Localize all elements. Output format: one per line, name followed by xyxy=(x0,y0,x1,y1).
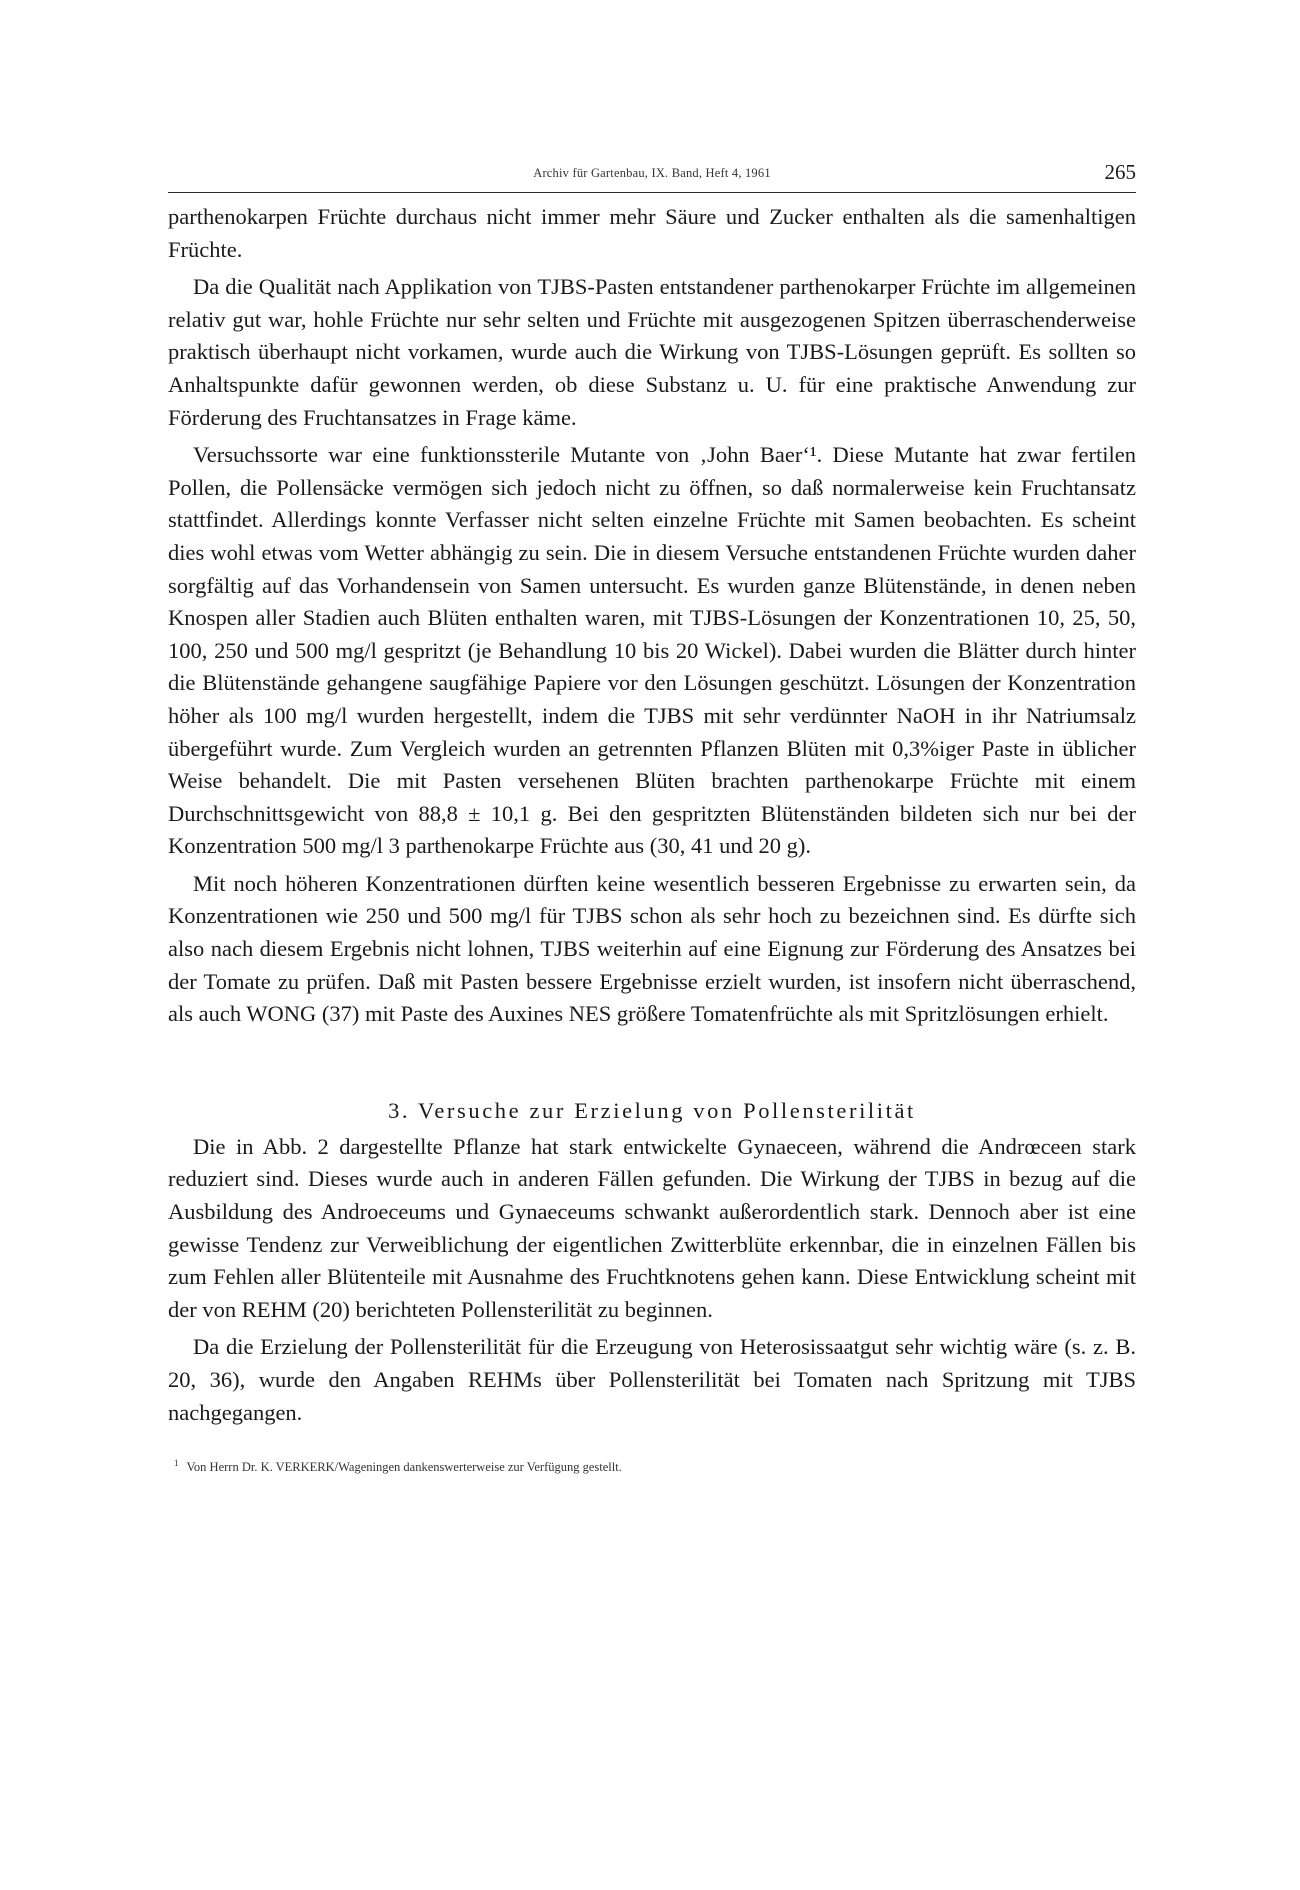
body-text xyxy=(168,201,1136,1429)
page xyxy=(168,158,1136,1475)
page-number: 265 xyxy=(1104,160,1136,184)
paragraph-conclusion: Mit noch höheren Konzentrationen dürften keine wesentlich besseren Ergebnisse zu erwarten sein, da Konzentrationen wie 250 und 500 mg/l für TJBS schon als sehr hoch zu bezeichnen sind. Es dürfte sich also nach diesem Ergebnis nicht lohnen, TJBS weiterhin auf eine Eignung zur Förderung des Ansatzes bei der Tomate zu prüfen. Daß mit Pasten bessere Ergebnisse erzielt wurden, ist insofern nicht überraschend, als auch WONG (37) mit Paste des Auxines NES größere Tomatenfrüchte als mit Spritzlösungen erhielt. xyxy=(168,870,1136,1027)
journal-citation: Archiv für Gartenbau, IX. Band, Heft 4, 1961 xyxy=(533,166,771,180)
footnote-marker: 1 xyxy=(174,1458,179,1469)
paragraph-experiment: Versuchssorte war eine funktionssterile Mutante von ‚John Baer‘¹. Diese Mutante hat zwar fertilen Pollen, die Pollensäcke vermögen sich jedoch nicht zu öffnen, so daß normalerweise kein Fruchtansatz stattfindet. Allerdings konnte Verfasser nicht selten einzelne Früchte mit Samen beobachten. Es scheint dies wohl etwas vom Wetter abhängig zu sein. Die in diesem Versuche entstandenen Früchte wurden daher sorgfältig auf das Vorhandensein von Samen untersucht. Es wurden ganze Blütenstände, in denen neben Knospen aller Stadien auch Blüten enthalten waren, mit TJBS-Lösungen der Konzentrationen 10, 25, 50, 100, 250 und 500 mg/l gespritzt (je Behandlung 10 bis 20 Wickel). Dabei wurden die Blätter durch hinter die Blütenstände gehangene saugfähige Papiere vor den Lösungen geschützt. Lösungen der Konzentration höher als 100 mg/l wurden hergestellt, indem die TJBS mit sehr verdünnter NaOH in ihr Natriumsalz übergeführt wurde. Zum Vergleich wurden an getrennten Pflanzen Blüten mit 0,3%iger Paste in üblicher Weise behandelt. Die mit Pasten versehenen Blüten brachten parthenokarpe Früchte mit einem Durchschnittsgewicht von 88,8 ± 10,1 g. Bei den gespritzten Blütenständen bildeten sich nur bei der Konzentration 500 mg/l 3 parthenokarpe Früchte aus (30, 41 und 20 g). xyxy=(168,442,1136,859)
section-heading: 3. Versuche zur Erzielung von Pollensterilität xyxy=(388,1097,916,1123)
footnote xyxy=(168,1455,1136,1475)
paragraph-section-2: Da die Erzielung der Pollensterilität für die Erzeugung von Heterosissaatgut sehr wichtig wäre (s. z. B. 20, 36), wurde den Angaben REHMs über Pollensterilität bei Tomaten nach Spritzung mit TJBS nachgegangen. xyxy=(168,1334,1136,1425)
paragraph-tjbs-quality: Da die Qualität nach Applikation von TJBS-Pasten entstandener parthenokarper Früchte im allgemeinen relativ gut war, hohle Früchte nur sehr selten und Früchte mit ausgezogenen Spitzen überraschenderweise praktisch überhaupt nicht vorkamen, wurde auch die Wirkung von TJBS-Lösungen geprüft. Es sollten so Anhaltspunkte dafür gewonnen werden, ob diese Substanz u. U. für eine praktische Anwendung zur Förderung des Fruchtansatzes in Frage käme. xyxy=(168,274,1136,430)
running-head xyxy=(168,158,1136,193)
footnote-text: Von Herrn Dr. K. VERKERK/Wageningen dankenswerterweise zur Verfügung gestellt. xyxy=(186,1460,622,1475)
paragraph-section-1: Die in Abb. 2 dargestellte Pflanze hat stark entwickelte Gynaeceen, während die Andrœceen stark reduziert sind. Dieses wurde auch in anderen Fällen gefunden. Die Wirkung der TJBS in bezug auf die Ausbildung des Androeceums und Gynaeceums schwankt außerordentlich stark. Dennoch aber ist eine gewisse Tendenz zur Verweiblichung der eigentlichen Zwitterblüte erkennbar, die in einzelnen Fällen bis zum Fehlen aller Blütenteile mit Ausnahme des Fruchtknotens gehen kann. Diese Entwicklung scheint mit der von REHM (20) berichteten Pollensterilität zu beginnen. xyxy=(168,1133,1136,1322)
paragraph-continuation: parthenokarpen Früchte durchaus nicht immer mehr Säure und Zucker enthalten als die samenhaltigen Früchte. xyxy=(168,204,1136,262)
